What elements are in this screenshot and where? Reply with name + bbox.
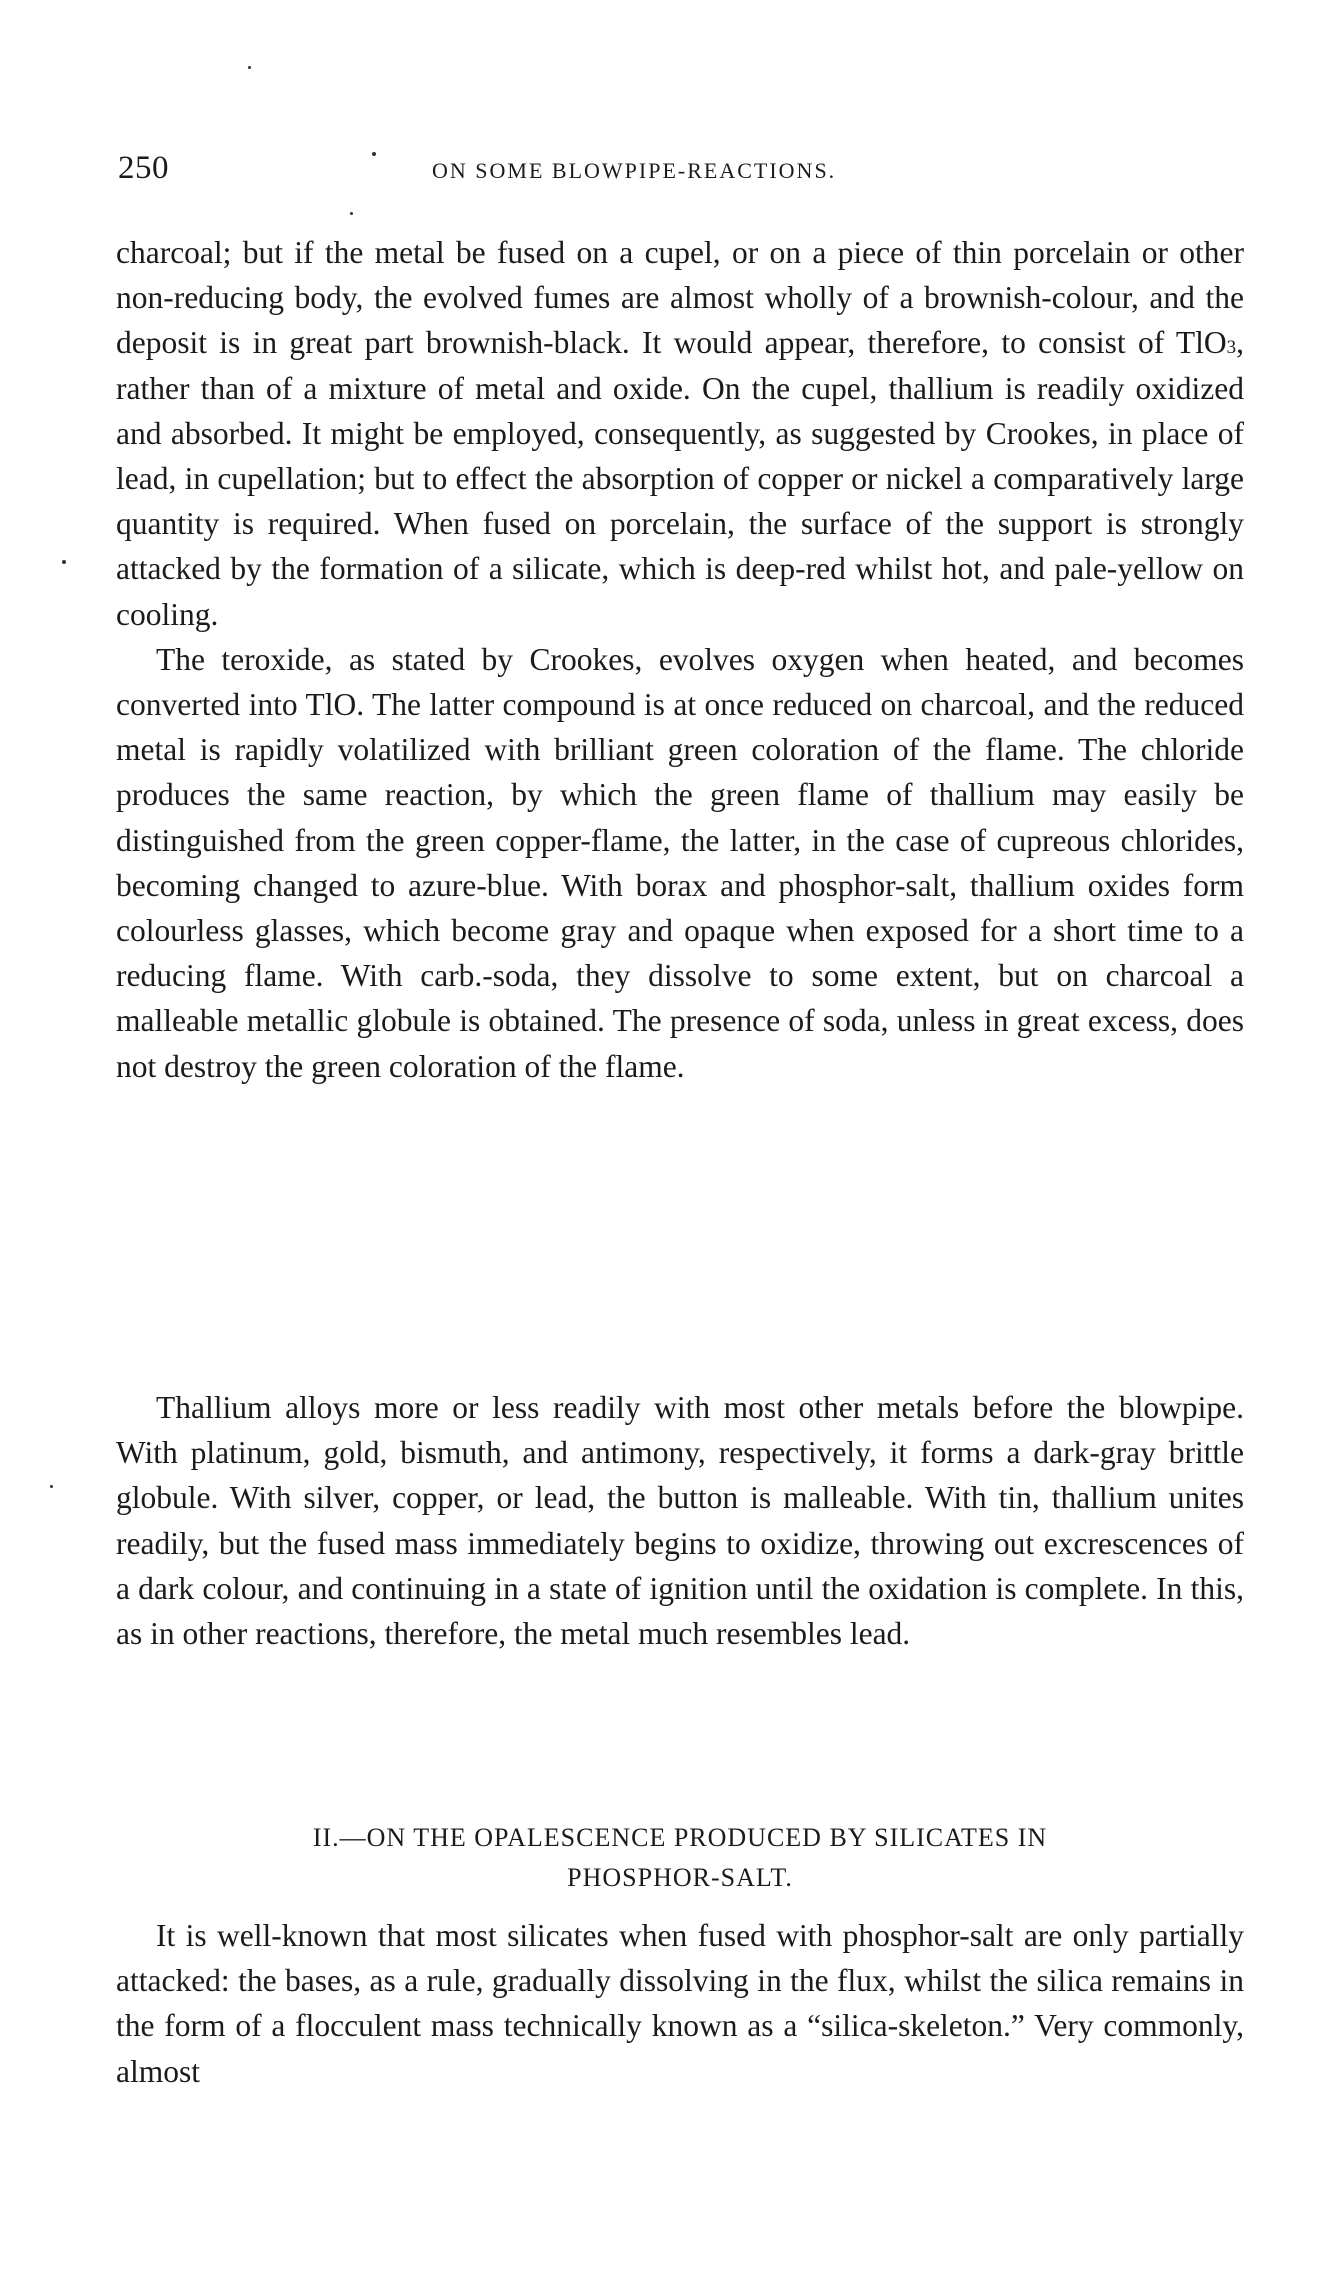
print-speck (50, 1485, 53, 1488)
paragraph-teroxide: The teroxide, as stated by Crookes, evolves oxygen when heated, and becomes converted into TlO. The latter compound is at once reduced on charcoal, and the reduced metal is rapidly volatilized with brilliant green coloration of the flame. The chloride produces the same reaction, by which the green flame of thallium may easily be distinguished from the green copper-flame, the latter, in the case of cupreous chlorides, becoming changed to azure-blue. With borax and phosphor-salt, thallium oxides form colourless glasses, which become gray and opaque when exposed for a short time to a reducing flame. With carb.-soda, they dissolve to some extent, but on charcoal a malleable metallic globule is obtained. The presence of soda, unless in great excess, does not destroy the green coloration of the flame. (116, 641, 1244, 1084)
body-text-top (116, 230, 1244, 1089)
page-number: 250 (118, 150, 169, 186)
print-speck (248, 66, 251, 69)
print-speck (62, 560, 66, 564)
print-speck (350, 212, 353, 215)
paragraph-charcoal (116, 230, 1244, 637)
section-heading-line1: II.—ON THE OPALESCENCE PRODUCED BY SILICATES IN (312, 1823, 1048, 1852)
body-text-alloys (116, 1385, 1244, 1656)
paragraph-alloys: Thallium alloys more or less readily with most other metals before the blowpipe. With platinum, gold, bismuth, and antimony, respectively, it forms a dark-gray brittle globule. With silver, copper, or lead, the button is malleable. With tin, thallium unites readily, but the fused mass immediately begins to oxidize, throwing out excrescences of a dark colour, and continuing in a state of ignition until the oxidation is complete. In this, as in other reactions, therefore, the metal much resembles lead. (116, 1390, 1244, 1652)
section-heading-line2: PHOSPHOR-SALT. (567, 1863, 793, 1892)
body-text-silicates (116, 1913, 1244, 2094)
running-head (118, 150, 1246, 190)
paragraph-charcoal-part2: , rather than of a mixture of metal and oxide. On the cupel, thallium is readily oxidized and absorbed. It might be employed, consequently, as suggested by Crookes, in place of lead, in cupellation; but to effect the absorption of copper or nickel a comparatively large quantity is required. When fused on porcelain, the surface of the support is strongly attacked by the formation of a silicate, which is deep-red whilst hot, and pale-yellow on cooling. (116, 325, 1244, 632)
paragraph-silicates: It is well-known that most silicates when fused with phosphor-salt are only partially attacked: the bases, as a rule, gradually dissolving in the flux, whilst the silica remains in the form of a flocculent mass technically known as a “silica-skeleton.” Very commonly, almost (116, 1918, 1244, 2089)
running-title: ON SOME BLOWPIPE-REACTIONS. (432, 158, 837, 183)
paragraph-charcoal-part1: charcoal; but if the metal be fused on a cupel, or on a piece of thin porcelain or other non-reducing body, the evolved fumes are almost wholly of a brownish-colour, and the deposit is in great part brownish-black. It would appear, therefore, to consist of TlO (116, 235, 1244, 361)
section-heading (116, 1818, 1244, 1898)
superscript-three: 3 (1226, 337, 1237, 359)
